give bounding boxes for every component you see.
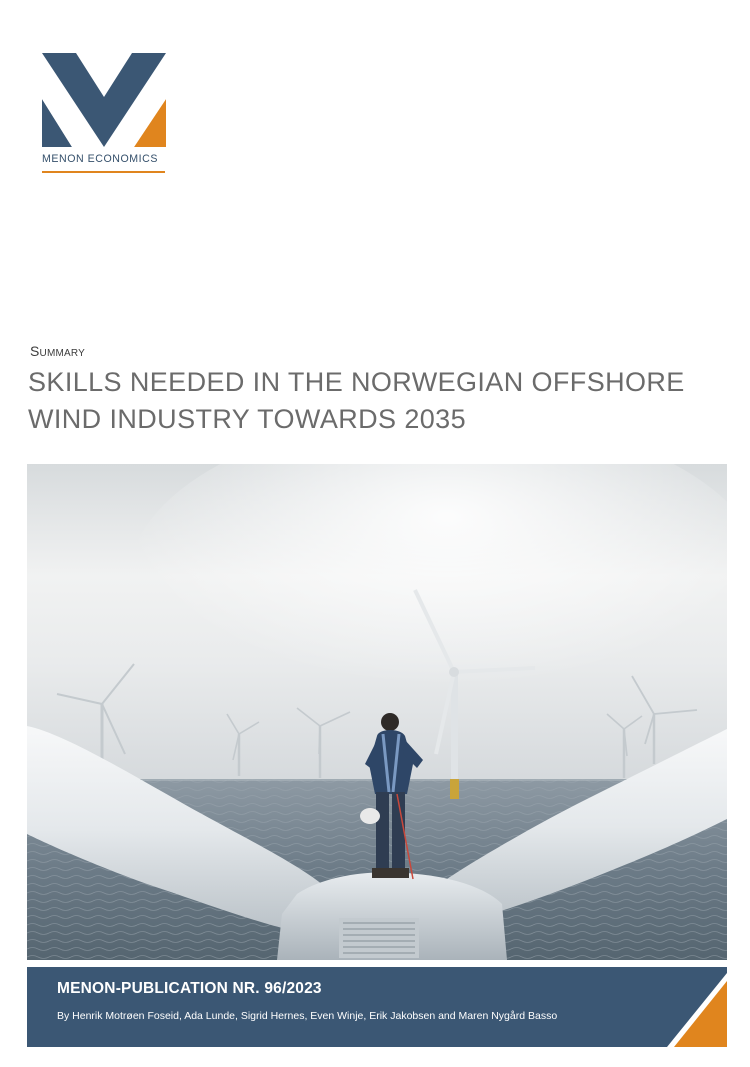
menon-logo <box>42 53 166 178</box>
document-title <box>28 364 728 438</box>
menon-logo-mark <box>42 53 166 147</box>
title-line-2: WIND INDUSTRY TOWARDS 2035 <box>28 404 466 434</box>
publication-number: MENON-PUBLICATION NR. 96/2023 <box>57 980 322 997</box>
wind-turbine-worker-photo <box>27 464 727 960</box>
cover-photo <box>27 464 727 960</box>
footer-banner <box>27 967 727 1047</box>
publication-footer <box>27 967 727 1047</box>
document-kicker: Summary <box>30 343 86 359</box>
logo-wordmark: MENON ECONOMICS <box>42 153 158 165</box>
logo-underline <box>42 171 165 173</box>
title-line-1: SKILLS NEEDED IN THE NORWEGIAN OFFSHORE <box>28 367 685 397</box>
authors-line: By Henrik Motrøen Foseid, Ada Lunde, Sigrid Hernes, Even Winje, Erik Jakobsen and Maren Nygård Basso <box>57 1010 558 1022</box>
